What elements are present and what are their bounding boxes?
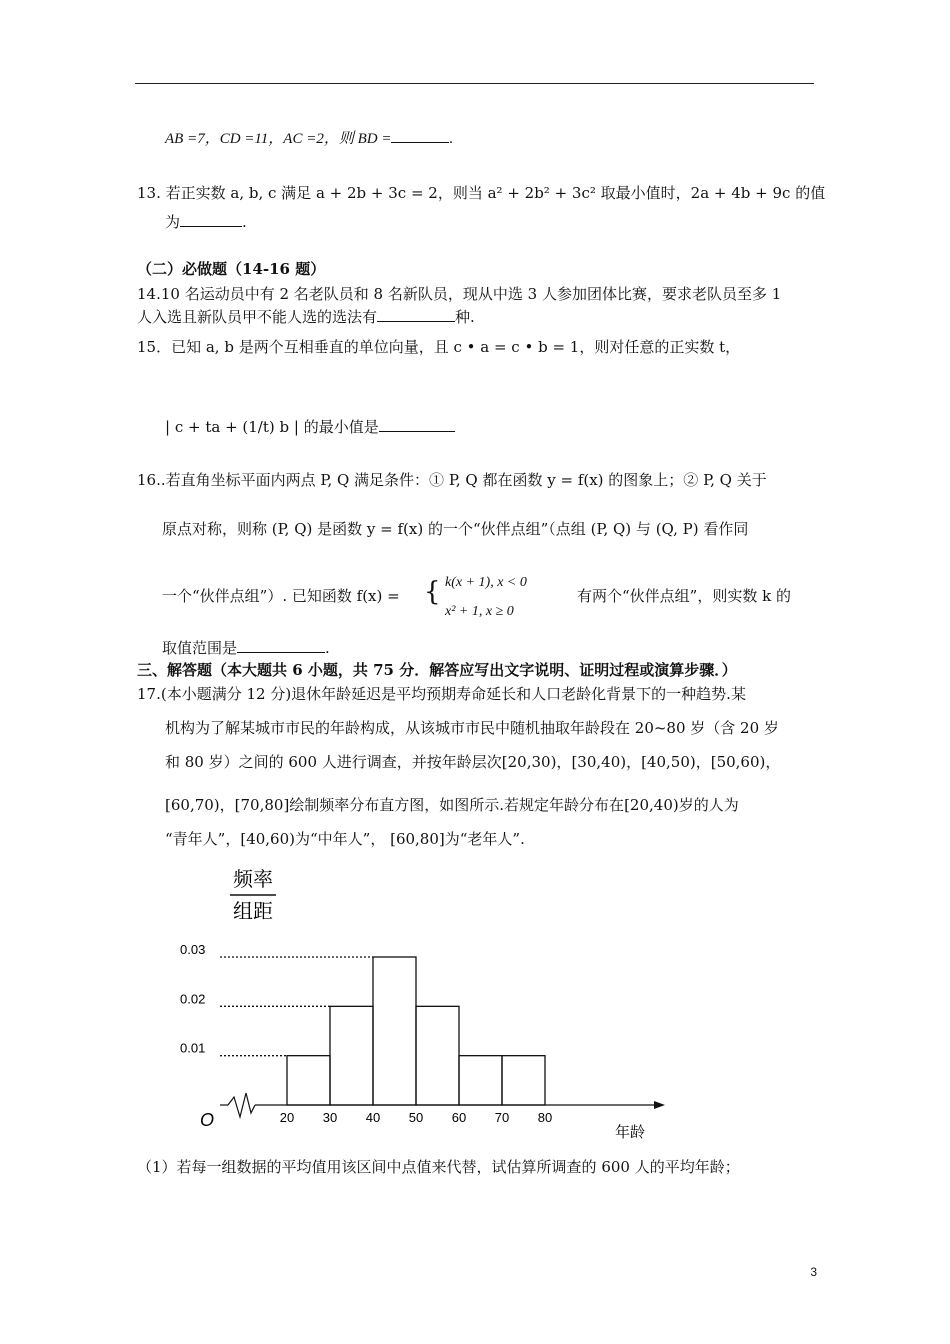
histogram-bar <box>416 1006 459 1105</box>
q16-line1: 16..若直角坐标平面内两点 P, Q 满足条件：① P, Q 都在函数 y = f(x) 的图象上；② P, Q 关于 <box>137 471 767 489</box>
q17-line5: “青年人”，[40,60)为“中年人”， [60,80]为“老年人”. <box>165 830 525 848</box>
q13-line2 <box>165 212 247 232</box>
q16-case1: k(x + 1), x < 0 <box>445 575 527 590</box>
q13-answer-blank <box>180 212 242 227</box>
q16-line4 <box>162 638 330 658</box>
page-number: 3 <box>810 1265 817 1279</box>
x-axis-arrow <box>654 1101 665 1109</box>
origin-label: O <box>200 1110 215 1130</box>
histogram-chart <box>160 860 680 1150</box>
q15-expression: | c + ta + (1/t) b | 的最小值是 <box>165 418 379 436</box>
q12-period: . <box>449 131 454 147</box>
q12-text: AB =7，CD =11，AC =2，则 BD = <box>165 131 392 147</box>
histogram-bar <box>459 1056 502 1105</box>
q16-period: . <box>325 639 330 657</box>
q12-tail <box>165 128 453 149</box>
q16-line3-pre: 一个“伙伴点组”）. 已知函数 f(x) = <box>162 587 400 605</box>
q16-line3-post: 有两个“伙伴点组”，则实数 k 的 <box>577 587 791 605</box>
x-tick-label: 80 <box>537 1110 553 1125</box>
histogram-bar <box>330 1006 373 1105</box>
x-tick-label: 40 <box>365 1110 381 1125</box>
x-axis-break <box>228 1093 255 1117</box>
section3-title: 三、解答题（本大题共 6 小题，共 75 分．解答应写出文字说明、证明过程或演算步骤．） <box>137 661 737 679</box>
q15-answer-blank <box>379 417 455 432</box>
q14-line1: 14.10 名运动员中有 2 名老队员和 8 名新队员，现从中选 3 人参加团体比赛，要求老队员至多 1 <box>137 285 782 303</box>
y-tick-label: 0.02 <box>180 991 206 1007</box>
q14-suffix: 种. <box>455 308 475 326</box>
q17-line4: [60,70)，[70,80]绘制频率分布直方图，如图所示.若规定年龄分布在[20,40)岁的人为 <box>165 796 739 814</box>
q17-line1: 17.(本小题满分 12 分)退休年龄延迟是平均预期寿命延长和人口老龄化背景下的一种趋势.某 <box>137 685 746 703</box>
header-rule <box>135 83 814 84</box>
histogram-bar <box>287 1056 330 1105</box>
q16-brace: { <box>424 577 441 607</box>
q14-line2 <box>137 307 475 327</box>
q15-line2 <box>165 417 455 437</box>
q12-answer-blank <box>391 128 449 143</box>
y-label-numerator: 频率 <box>233 869 273 891</box>
q16-case2: x² + 1, x ≥ 0 <box>445 604 514 619</box>
histogram-bar <box>502 1056 545 1105</box>
x-tick-label: 60 <box>451 1110 467 1125</box>
q17-line2: 机构为了解某城市市民的年龄构成，从该城市市民中随机抽取年龄段在 20~80 岁（含 20 岁 <box>165 719 779 737</box>
q16-answer-blank <box>237 638 325 653</box>
q16-line2: 原点对称，则称 (P, Q) 是函数 y = f(x) 的一个“伙伴点组”（点组 (P, Q) 与 (Q, P) 看作同 <box>162 520 749 538</box>
q16-text: 取值范围是 <box>162 639 238 657</box>
section2-title: （二）必做题（14-16 题） <box>137 260 326 278</box>
q17-line3: 和 80 岁）之间的 600 人进行调查，并按年龄层次[20,30)，[30,40)，[40,50)，[50,60)， <box>165 753 781 771</box>
y-tick-label: 0.01 <box>180 1040 206 1056</box>
y-label-denominator: 组距 <box>233 901 273 923</box>
q13-text: 为 <box>165 213 181 231</box>
q17-sub1: （1）若每一组数据的平均值用该区间中点值来代替，试估算所调查的 600 人的平均年龄； <box>137 1158 740 1176</box>
x-tick-label: 50 <box>408 1110 424 1125</box>
q14-answer-blank <box>377 307 455 322</box>
q13-line1: 13. 若正实数 a, b, c 满足 a + 2b + 3c = 2，则当 a² + 2b² + 3c² 取最小值时，2a + 4b + 9c 的值 <box>137 184 826 202</box>
x-tick-label: 70 <box>494 1110 510 1125</box>
x-axis-label: 年龄 <box>614 1124 646 1141</box>
x-tick-label: 20 <box>279 1110 295 1125</box>
q15-line1: 15．已知 a, b 是两个互相垂直的单位向量，且 c • a = c • b = 1，则对任意的正实数 t， <box>137 338 741 356</box>
histogram-bar <box>373 957 416 1105</box>
y-tick-label: 0.03 <box>180 942 206 957</box>
q14-text: 人入选且新队员甲不能人选的选法有 <box>137 308 378 326</box>
q13-period: . <box>242 213 247 231</box>
x-tick-label: 30 <box>322 1110 338 1125</box>
